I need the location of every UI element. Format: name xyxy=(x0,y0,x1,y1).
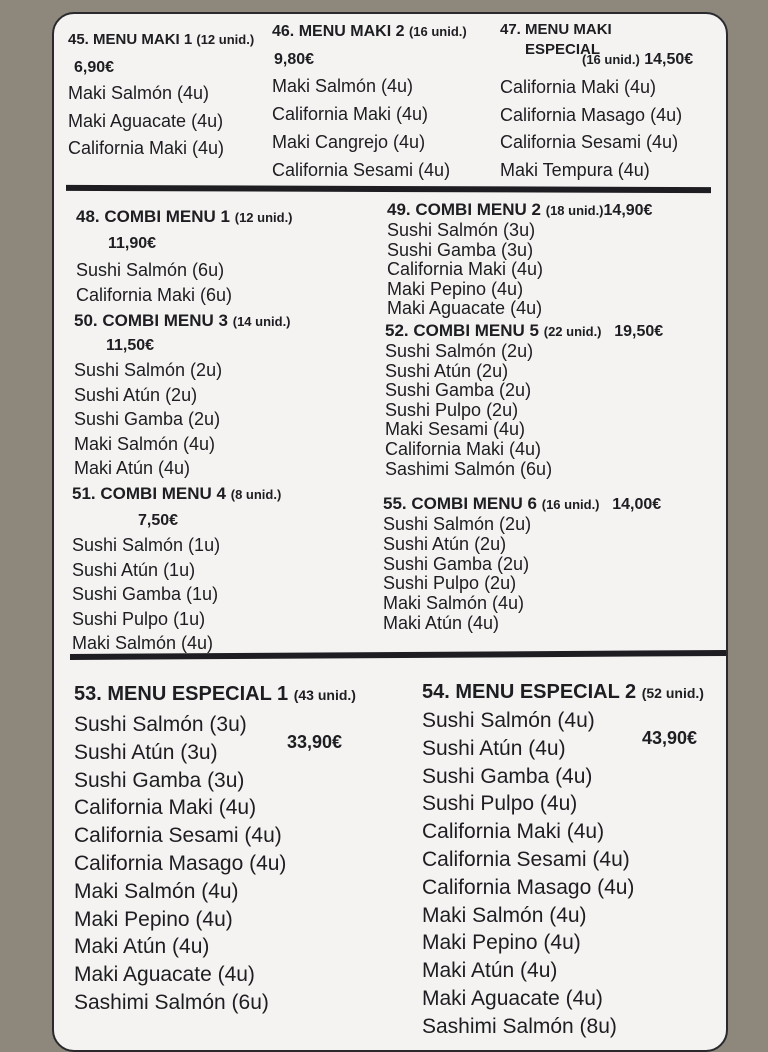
menu-items xyxy=(76,258,293,308)
menu-item: Maki Pepino (4u) xyxy=(422,931,581,955)
menu-name: COMBI MENU 1 xyxy=(104,207,230,226)
menu-units: (18 unid.) xyxy=(545,203,604,218)
menu-item: Sushi Salmón (1u) xyxy=(72,535,221,555)
menu-title xyxy=(74,682,356,707)
menu-50 xyxy=(74,311,291,481)
menu-price: 14,90€ xyxy=(603,202,653,219)
menu-item: California Sesami (4u) xyxy=(500,132,679,152)
menu-price: 11,50€ xyxy=(106,337,155,354)
menu-units: (16 unid.) xyxy=(408,24,467,39)
menu-item: California Maki (4u) xyxy=(74,796,257,820)
menu-name: COMBI MENU 4 xyxy=(100,484,226,503)
menu-price: 19,50€ xyxy=(614,323,664,340)
menu-units: (52 unid.) xyxy=(641,685,704,701)
menu-item: Maki Aguacate (4u) xyxy=(387,298,543,318)
menu-price: 14,50€ xyxy=(644,51,694,68)
menu-item: Sushi Gamba (1u) xyxy=(72,584,219,604)
menu-title xyxy=(68,30,254,50)
menu-item: Sushi Salmón (4u) xyxy=(422,709,595,732)
menu-item: Sushi Atún (3u) xyxy=(74,740,218,764)
menu-item: Maki Tempura (4u) xyxy=(500,159,650,180)
menu-item: Maki Cangrejo (4u) xyxy=(272,132,426,152)
menu-item: Sashimi Salmón (8u) xyxy=(422,1014,617,1038)
menu-item: Maki Atún (4u) xyxy=(74,935,210,959)
menu-name: MENU MAKI 2 xyxy=(298,23,405,40)
menu-item: Maki Pepino (4u) xyxy=(74,907,233,931)
menu-items xyxy=(72,533,281,656)
menu-name: COMBI MENU 6 xyxy=(411,494,537,513)
menu-number: 55. xyxy=(383,494,407,513)
menu-item: Sushi Atún (4u) xyxy=(422,736,566,760)
menu-item: California Masago (4u) xyxy=(422,875,635,899)
menu-item: Sushi Pulpo (1u) xyxy=(72,608,206,629)
menu-item: California Maki (4u) xyxy=(272,104,429,124)
menu-price: 43,90€ xyxy=(642,728,698,748)
menu-title xyxy=(74,311,291,332)
menu-49 xyxy=(387,200,652,319)
menu-name: COMBI MENU 2 xyxy=(415,200,541,219)
menu-item: Sushi Salmón (2u) xyxy=(385,341,534,361)
menu-units: (14 unid.) xyxy=(232,314,291,329)
menu-item: Maki Aguacate (4u) xyxy=(68,110,224,131)
menu-number: 50. xyxy=(74,311,98,330)
menu-units: (43 unid.) xyxy=(293,687,356,703)
menu-items xyxy=(422,707,704,1041)
menu-items xyxy=(500,74,682,184)
menu-item: Sushi Gamba (4u) xyxy=(422,764,593,788)
menu-items xyxy=(68,80,254,163)
menu-item: Sushi Atún (2u) xyxy=(383,533,507,554)
menu-title xyxy=(422,680,704,705)
menu-item: Sushi Gamba (2u) xyxy=(385,380,532,401)
menu-54 xyxy=(422,680,704,1041)
menu-45 xyxy=(68,30,254,163)
menu-item: California Maki (4u) xyxy=(387,259,544,279)
menu-item: Maki Salmón (4u) xyxy=(272,76,414,96)
menu-number: 47. xyxy=(500,21,521,38)
menu-item: Sushi Atún (2u) xyxy=(74,384,198,405)
menu-number: 51. xyxy=(72,484,96,503)
menu-name: COMBI MENU 5 xyxy=(413,321,539,340)
menu-item: Maki Aguacate (4u) xyxy=(422,986,603,1010)
menu-item: Sashimi Salmón (6u) xyxy=(385,458,553,479)
menu-price: 6,90€ xyxy=(74,59,115,76)
menu-item: Maki Sesami (4u) xyxy=(385,419,526,440)
menu-items xyxy=(385,342,663,479)
menu-title xyxy=(387,200,652,221)
menu-item: Sushi Pulpo (2u) xyxy=(385,399,519,420)
menu-47 xyxy=(500,20,694,180)
menu-52 xyxy=(385,321,663,479)
menu-item: Sashimi Salmón (6u) xyxy=(74,990,269,1014)
menu-item: Sushi Atún (2u) xyxy=(385,360,509,381)
menu-title xyxy=(272,22,467,42)
menu-item: Sushi Salmón (3u) xyxy=(387,220,536,240)
menu-price: 14,00€ xyxy=(612,496,662,513)
menu-item: Maki Salmón (4u) xyxy=(74,879,239,903)
menu-55 xyxy=(383,494,661,634)
menu-items xyxy=(74,711,356,1017)
menu-price: 11,90€ xyxy=(108,235,157,252)
menu-price: 9,80€ xyxy=(274,51,315,68)
menu-items xyxy=(387,221,652,319)
menu-item: California Sesami (4u) xyxy=(272,160,451,180)
menu-number: 52. xyxy=(385,321,409,340)
menu-46 xyxy=(272,22,467,184)
menu-number: 49. xyxy=(387,200,411,219)
menu-number: 54. xyxy=(422,681,450,703)
menu-item: Sushi Atún (1u) xyxy=(72,559,196,580)
menu-item: California Maki (4u) xyxy=(385,438,542,459)
menu-name: MENU ESPECIAL 2 xyxy=(455,681,637,703)
menu-item: Sushi Salmón (2u) xyxy=(74,360,223,380)
menu-item: California Masago (4u) xyxy=(74,851,287,875)
menu-items xyxy=(74,358,291,481)
menu-units: (8 unid.) xyxy=(230,487,282,502)
menu-51 xyxy=(72,484,281,656)
menu-number: 46. xyxy=(272,23,295,40)
menu-item: Sushi Salmón (6u) xyxy=(76,260,225,280)
menu-item: Maki Salmón (4u) xyxy=(68,83,210,103)
menu-item: Sushi Pulpo (4u) xyxy=(422,792,578,816)
menu-title xyxy=(385,321,663,342)
menu-item: Sushi Pulpo (2u) xyxy=(383,573,517,594)
menu-name: MENU MAKI 1 xyxy=(93,31,193,48)
menu-item: Sushi Gamba (2u) xyxy=(74,409,221,429)
menu-title xyxy=(72,484,281,505)
menu-item: California Sesami (4u) xyxy=(422,847,630,871)
menu-number: 53. xyxy=(74,683,102,705)
menu-item: California Maki (4u) xyxy=(500,77,657,97)
menu-units: (12 unid.) xyxy=(234,210,293,225)
menu-name: MENU ESPECIAL 1 xyxy=(107,683,289,705)
menu-item: Maki Atún (4u) xyxy=(383,612,500,633)
menu-units: (16 unid.) xyxy=(582,52,640,67)
menu-item: Maki Salmón (4u) xyxy=(422,903,587,927)
menu-item: Maki Salmón (4u) xyxy=(74,433,216,454)
menu-items xyxy=(272,72,467,184)
menu-item: Maki Atún (4u) xyxy=(422,959,558,983)
menu-item: Maki Salmón (4u) xyxy=(383,593,525,614)
menu-item: Sushi Gamba (2u) xyxy=(383,553,530,574)
menu-item: Sushi Salmón (3u) xyxy=(74,713,247,736)
menu-units: (16 unid.) xyxy=(541,497,600,512)
menu-number: 48. xyxy=(76,207,100,226)
menu-item: California Maki (6u) xyxy=(76,285,233,305)
menu-item: California Maki (4u) xyxy=(68,138,225,158)
menu-item: California Masago (4u) xyxy=(500,104,683,125)
menu-item: Sushi Gamba (3u) xyxy=(387,239,534,260)
menu-name: COMBI MENU 3 xyxy=(102,311,228,330)
menu-units: (12 unid.) xyxy=(196,32,255,47)
menu-item: Sushi Gamba (3u) xyxy=(74,768,245,792)
menu-price: 33,90€ xyxy=(287,732,343,752)
menu-item: California Sesami (4u) xyxy=(74,824,282,848)
menu-items xyxy=(383,515,661,634)
menu-48 xyxy=(76,207,293,308)
menu-number: 45. xyxy=(68,31,89,48)
menu-item: Maki Salmón (4u) xyxy=(72,633,214,653)
menu-item: Maki Pepino (4u) xyxy=(387,278,524,299)
menu-53 xyxy=(74,682,356,1017)
menu-price: 7,50€ xyxy=(138,512,179,529)
menu-name: MENU MAKI ESPECIAL xyxy=(525,21,612,58)
menu-item: Maki Atún (4u) xyxy=(74,458,191,478)
menu-item: Sushi Salmón (2u) xyxy=(383,514,532,534)
menu-units: (22 unid.) xyxy=(543,324,602,339)
menu-title xyxy=(383,494,661,515)
menu-item: California Maki (4u) xyxy=(422,820,605,844)
menu-item: Maki Aguacate (4u) xyxy=(74,963,255,987)
menu-title xyxy=(76,207,293,228)
